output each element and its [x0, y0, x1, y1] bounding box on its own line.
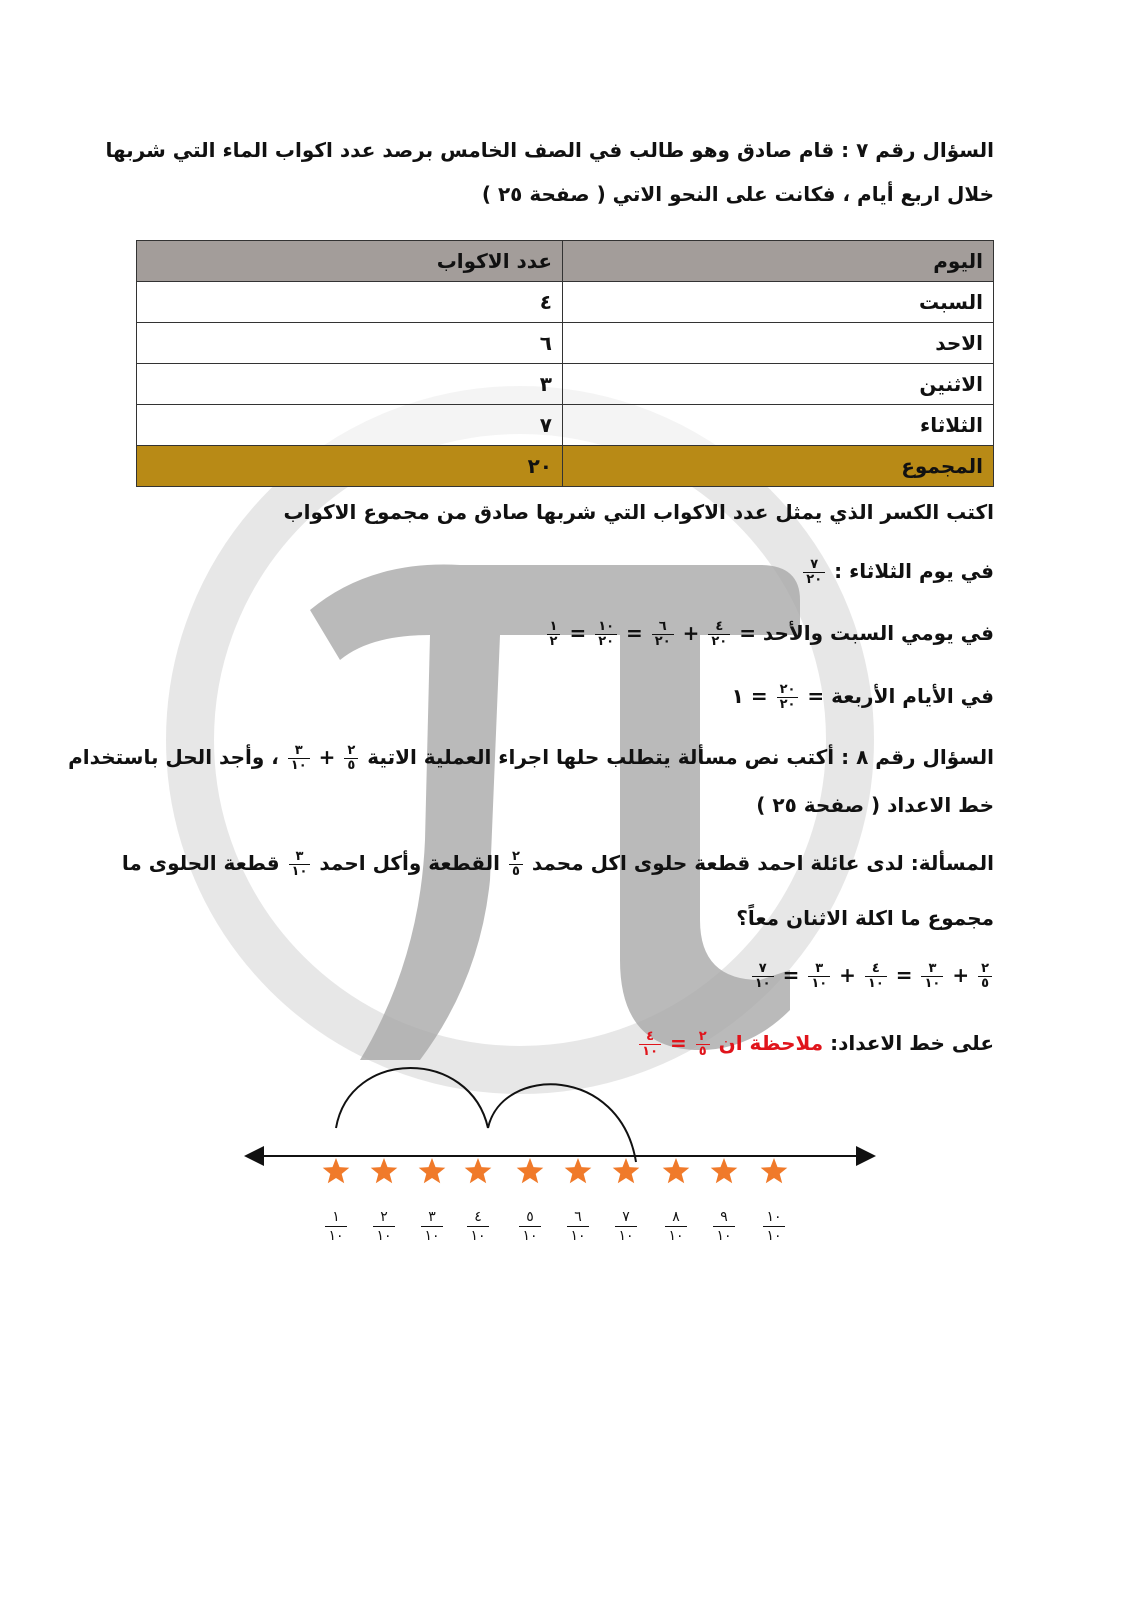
- tick-label: [369, 1208, 399, 1245]
- table-row: [137, 405, 994, 446]
- numerator: ٧: [803, 558, 825, 573]
- fraction: [752, 962, 774, 991]
- numerator: ٧: [752, 962, 774, 977]
- denominator: ١٠: [291, 864, 308, 879]
- star-marker: [371, 1158, 398, 1183]
- total-label-cell: المجموع: [563, 446, 994, 487]
- tick-numerator: ٣: [421, 1208, 443, 1227]
- tick-numerator: ١: [325, 1208, 347, 1227]
- day-cell: الاحد: [563, 323, 994, 364]
- fraction: [865, 962, 887, 991]
- equals-sign: =: [626, 621, 643, 645]
- tick-denominator: ١٠: [668, 1228, 684, 1244]
- numerator: ١٠: [595, 620, 617, 635]
- plus-sign: +: [952, 963, 970, 987]
- denominator: ١٠: [867, 976, 884, 991]
- sat-sun-line: [545, 620, 994, 649]
- tick-numerator: ٥: [519, 1208, 541, 1227]
- tick-denominator: ١٠: [470, 1228, 486, 1244]
- denominator: ٢٠: [806, 572, 823, 587]
- table-row: [137, 323, 994, 364]
- fraction: [808, 962, 830, 991]
- cups-cell: ٧: [137, 405, 563, 446]
- star-marker: [517, 1158, 544, 1183]
- tick-denominator: ١٠: [766, 1228, 782, 1244]
- numerator: ٢: [344, 744, 358, 759]
- day-cell: الثلاثاء: [563, 405, 994, 446]
- problem-line-1: [122, 850, 994, 879]
- tick-denominator: ١٠: [376, 1228, 392, 1244]
- tick-numerator: ٤: [467, 1208, 489, 1227]
- question-8-prefix: السؤال رقم ٨ : أكتب نص مسألة يتطلب حلها اجراء العملية الاتية: [367, 745, 994, 769]
- fraction: [595, 620, 617, 649]
- numerator: ٦: [652, 620, 674, 635]
- tick-numerator: ١٠: [763, 1208, 785, 1227]
- table-total-row: [137, 446, 994, 487]
- equals-sign: =: [670, 1031, 687, 1055]
- question-8-suffix: ، وأجد الحل باستخدام: [68, 745, 279, 769]
- tick-label: [661, 1208, 691, 1245]
- denominator: ٥: [347, 758, 356, 773]
- denominator: ١٠: [811, 976, 828, 991]
- fraction: [639, 1030, 661, 1059]
- fraction: [289, 850, 311, 879]
- tick-label: [417, 1208, 447, 1245]
- numerator: ٣: [289, 850, 311, 865]
- question-7-line-2: خلال اربع أيام ، فكانت على النحو الاتي ( صفحة ٢٥ ): [481, 182, 994, 206]
- numerator: ٤: [865, 962, 887, 977]
- numerator: ١: [547, 620, 561, 635]
- four-days-line: [732, 683, 994, 712]
- fraction: [921, 962, 943, 991]
- tick-label: [709, 1208, 739, 1245]
- problem-part-3: قطعة الحلوى ما: [121, 851, 280, 875]
- table-row: [137, 282, 994, 323]
- tick-denominator: ١٠: [522, 1228, 538, 1244]
- tick-numerator: ٩: [713, 1208, 735, 1227]
- numerator: ٣: [808, 962, 830, 977]
- star-marker: [663, 1158, 690, 1183]
- note-text: ملاحظة ان: [718, 1031, 824, 1055]
- denominator: ٥: [511, 864, 520, 879]
- denominator: ١٠: [924, 976, 941, 991]
- number-line-note-line: [637, 1030, 994, 1059]
- header-day: اليوم: [563, 241, 994, 282]
- total-value-cell: ٢٠: [137, 446, 563, 487]
- tick-label: [515, 1208, 545, 1245]
- star-marker: [465, 1158, 492, 1183]
- jump-arc-1: [336, 1068, 488, 1128]
- tuesday-line: [801, 558, 994, 587]
- tick-numerator: ٧: [615, 1208, 637, 1227]
- tick-numerator: ٨: [665, 1208, 687, 1227]
- problem-part-1: المسألة: لدى عائلة احمد قطعة حلوى اكل محمد: [531, 851, 994, 875]
- numerator: ٢: [978, 962, 992, 977]
- denominator: ١٠: [642, 1044, 659, 1059]
- question-8-line-1: [68, 744, 994, 773]
- jump-arc-2: [488, 1084, 636, 1162]
- denominator: ١٠: [754, 976, 771, 991]
- equals-sign: =: [569, 621, 587, 645]
- four-days-label: في الأيام الأربعة =: [807, 684, 994, 708]
- question-7-line-1: السؤال رقم ٧ : قام صادق وهو طالب في الصف الخامس برصد عدد اكواب الماء التي شربها: [105, 138, 994, 162]
- question-8-line-2: خط الاعداد ( صفحة ٢٥ ): [756, 793, 994, 817]
- day-cell: السبت: [563, 282, 994, 323]
- tick-denominator: ١٠: [570, 1228, 586, 1244]
- number-line-tick-labels: [0, 1208, 1131, 1258]
- denominator: ٥: [698, 1044, 707, 1059]
- numerator: ٣: [921, 962, 943, 977]
- fraction: [777, 683, 799, 712]
- star-marker: [711, 1158, 738, 1183]
- sat-sun-label: في يومي السبت والأحد =: [739, 621, 994, 645]
- tick-label: [759, 1208, 789, 1245]
- plus-sign: +: [318, 745, 336, 769]
- star-marker: [761, 1158, 788, 1183]
- problem-line-2: مجموع ما اكلة الاثنان معاً؟: [736, 906, 994, 930]
- fraction: [509, 850, 523, 879]
- numerator: ٤: [639, 1030, 661, 1045]
- note-red: [637, 1029, 824, 1059]
- denominator: ٢: [549, 634, 558, 649]
- equals-sign: =: [782, 963, 800, 987]
- instruction-text: اكتب الكسر الذي يمثل عدد الاكواب التي شربها صادق من مجموع الاكواب: [283, 500, 994, 524]
- numerator: ٤: [708, 620, 730, 635]
- fraction: [978, 962, 992, 991]
- fraction: [652, 620, 674, 649]
- fraction: [344, 744, 358, 773]
- tick-denominator: ١٠: [424, 1228, 440, 1244]
- day-cell: الاثنين: [563, 364, 994, 405]
- tick-denominator: ١٠: [716, 1228, 732, 1244]
- fraction: [288, 744, 310, 773]
- tick-denominator: ١٠: [328, 1228, 344, 1244]
- denominator: ١٠: [290, 758, 307, 773]
- fraction: [803, 558, 825, 587]
- star-marker: [565, 1158, 592, 1183]
- numerator: ٢: [696, 1030, 710, 1045]
- plus-sign: +: [839, 963, 856, 987]
- denominator: ٢٠: [598, 634, 615, 649]
- denominator: ٢٠: [711, 634, 728, 649]
- star-marker: [419, 1158, 446, 1183]
- tick-label: [563, 1208, 593, 1245]
- cups-cell: ٤: [137, 282, 563, 323]
- cups-table: [136, 240, 994, 487]
- header-cups: عدد الاكواب: [137, 241, 563, 282]
- equals-sign: =: [895, 963, 913, 987]
- cups-cell: ٦: [137, 323, 563, 364]
- solution-line: [750, 962, 994, 991]
- fraction: [696, 1030, 710, 1059]
- numerator: ٢: [509, 850, 523, 865]
- plus-sign: +: [682, 621, 700, 645]
- tick-label: [321, 1208, 351, 1245]
- table-header-row: [137, 241, 994, 282]
- tuesday-label: في يوم الثلاثاء :: [834, 559, 994, 583]
- tick-label: [611, 1208, 641, 1245]
- four-days-result: = ١: [731, 684, 768, 708]
- problem-part-2: القطعة وأكل احمد: [319, 851, 500, 875]
- numerator: ٣: [288, 744, 310, 759]
- numerator: ٢٠: [777, 683, 799, 698]
- tick-label: [463, 1208, 493, 1245]
- denominator: ٢٠: [654, 634, 671, 649]
- tick-denominator: ١٠: [618, 1228, 634, 1244]
- star-marker: [323, 1158, 350, 1183]
- number-line-label: على خط الاعداد:: [830, 1031, 994, 1055]
- fraction: [708, 620, 730, 649]
- tick-numerator: ٢: [373, 1208, 395, 1227]
- tick-numerator: ٦: [567, 1208, 589, 1227]
- denominator: ٥: [981, 976, 989, 991]
- fraction: [547, 620, 561, 649]
- table-row: [137, 364, 994, 405]
- cups-cell: ٣: [137, 364, 563, 405]
- denominator: ٢٠: [779, 697, 796, 712]
